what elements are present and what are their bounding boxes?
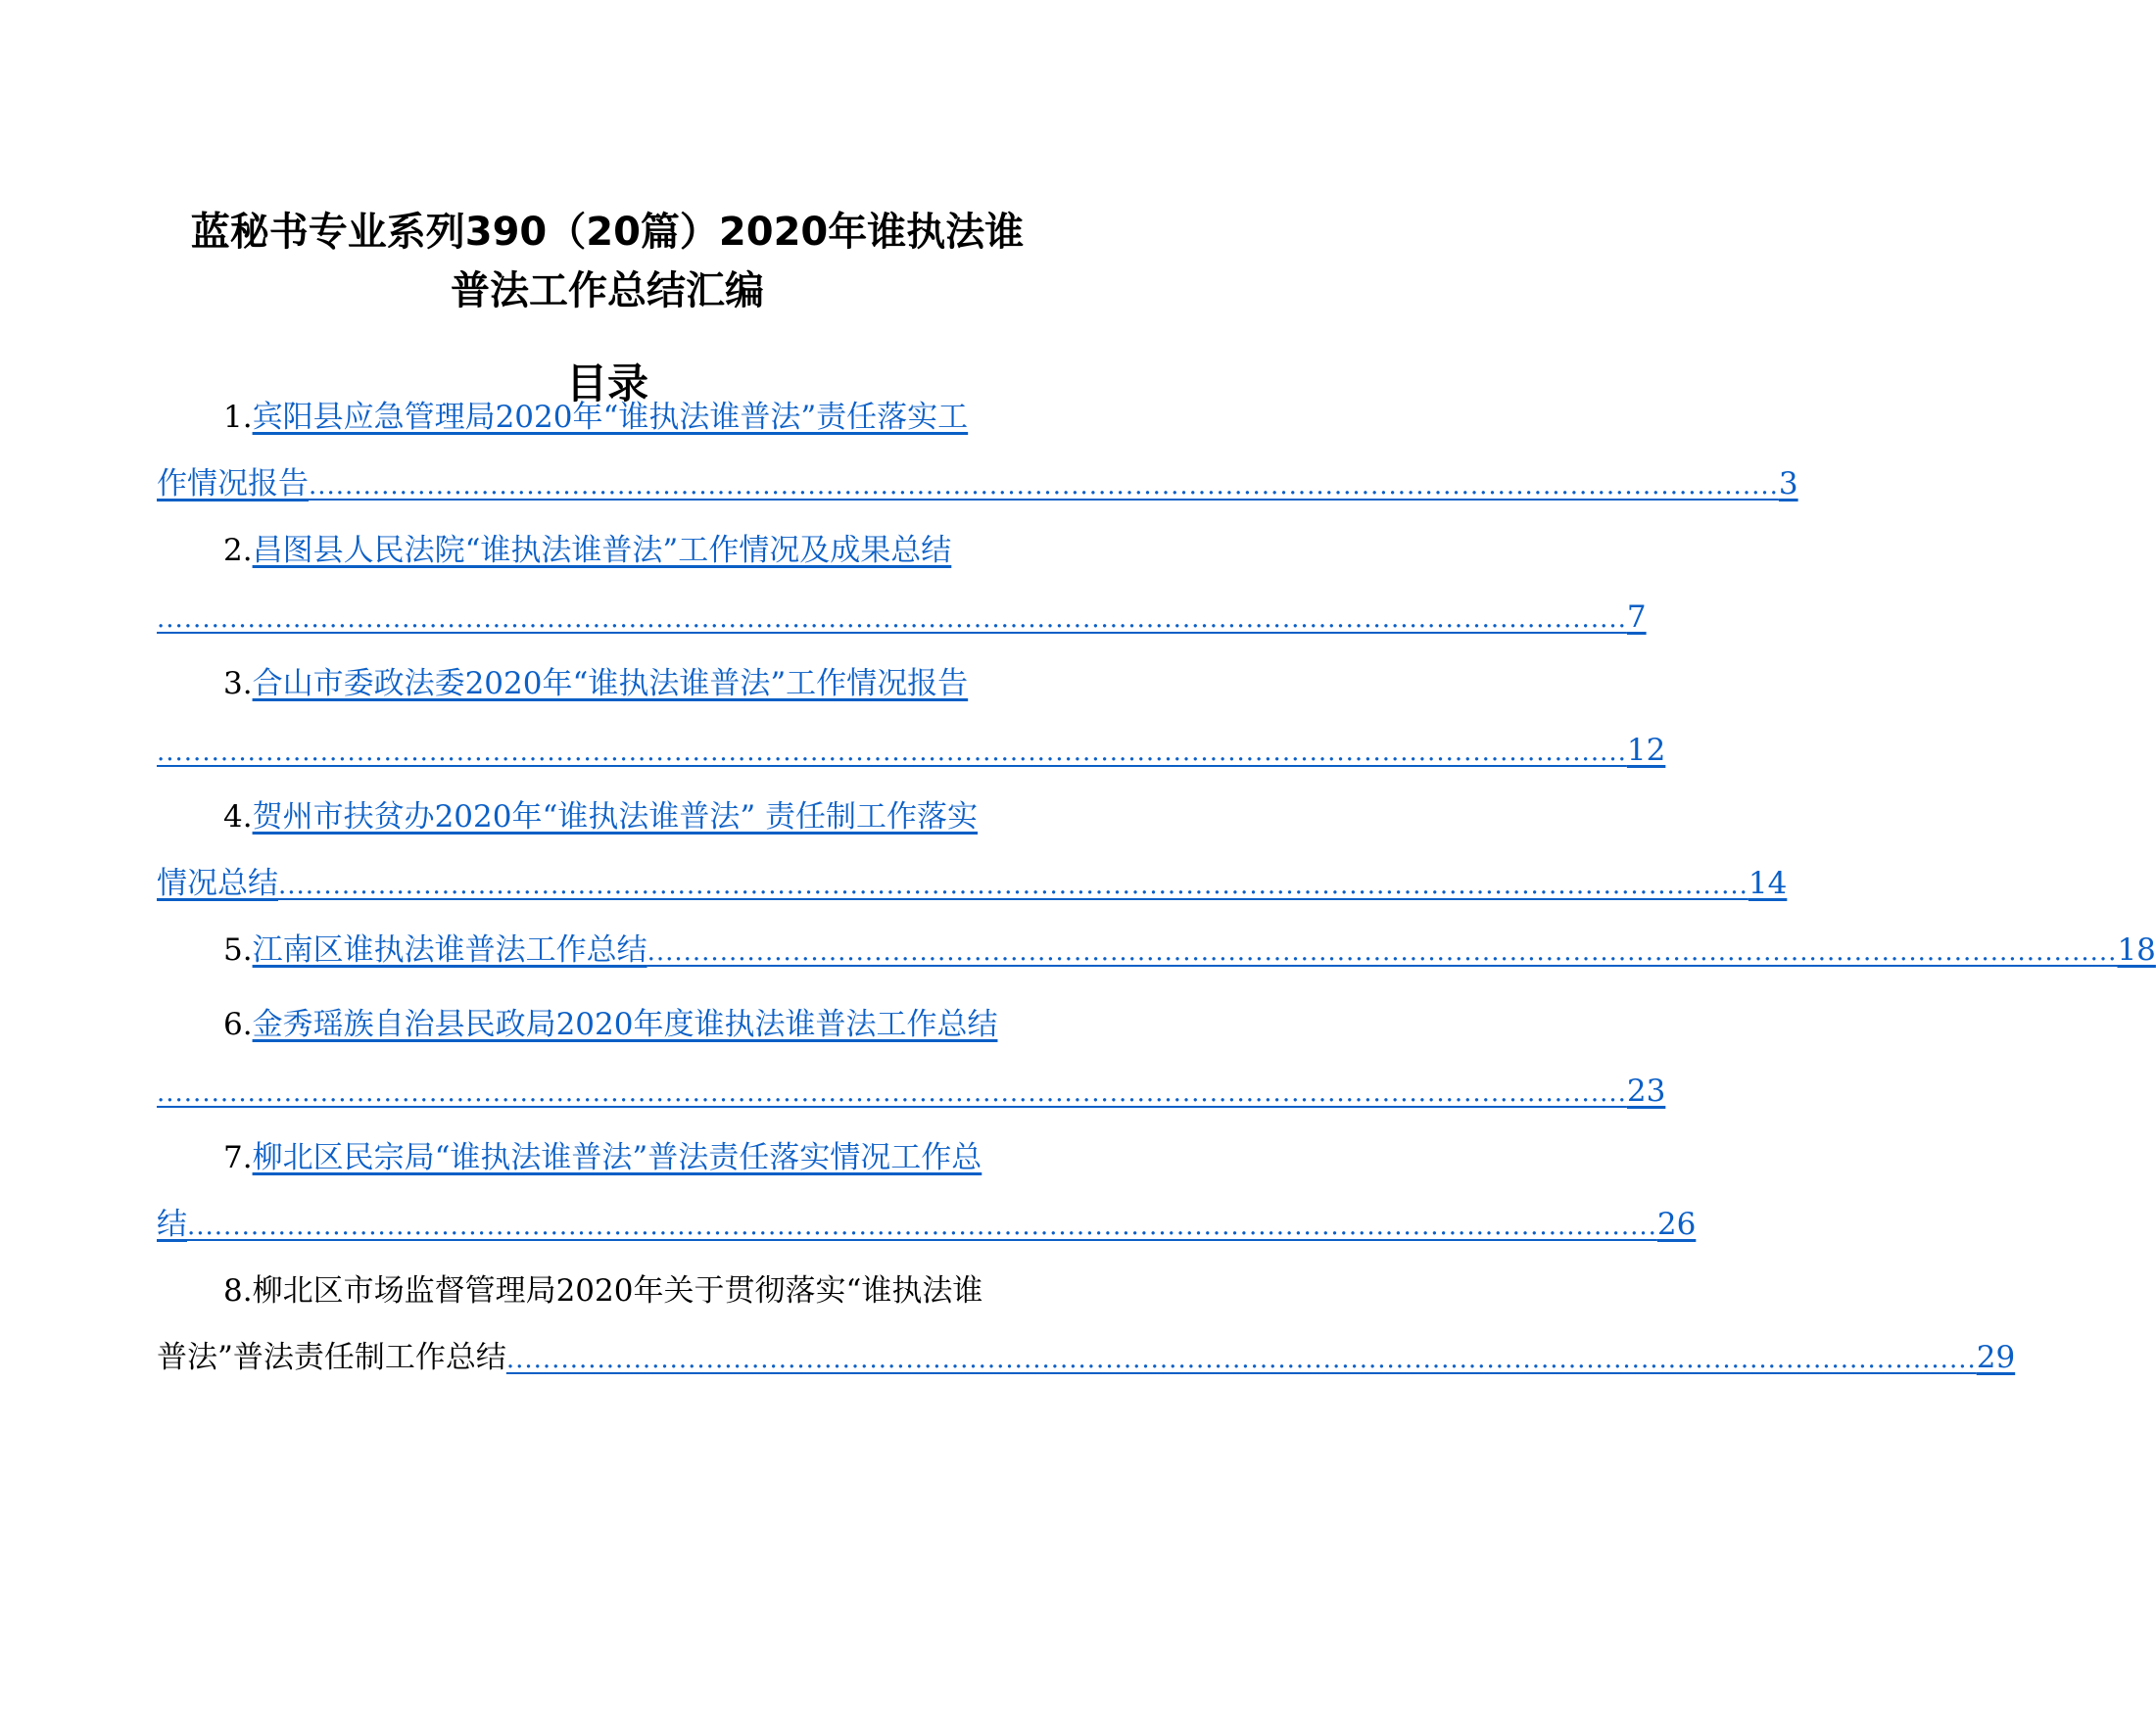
toc-leader-dots: .................................................................................................................................................................. — [278, 871, 1749, 900]
toc-leader-dots: .................................................................................................................................................................. — [157, 1078, 1627, 1108]
toc-entry-5[interactable] — [157, 917, 2156, 985]
toc-entry-number: 8. — [223, 1273, 253, 1309]
toc-entry-link[interactable]: 金秀瑶族自治县民政局2020年度谁执法谁普法工作总结 — [252, 1007, 998, 1042]
toc-entry-link[interactable]: 合山市委政法委2020年“谁执法谁普法”工作情况报告 — [252, 666, 969, 701]
toc-entry-link[interactable]: 宾阳县应急管理局2020年“谁执法谁普法”责任落实工 — [252, 400, 969, 435]
toc-page-number[interactable]: 29 — [1976, 1340, 2016, 1375]
toc-entry-link[interactable]: 昌图县人民法院“谁执法谁普法”工作情况及成果总结 — [252, 533, 952, 568]
toc-leader-dots[interactable]: .................................................................................................................................................................. — [505, 1345, 1977, 1374]
toc-entry-number: 3. — [223, 666, 253, 701]
toc-page-number[interactable]: 3 — [1778, 466, 1798, 501]
toc-heading: 目录 — [565, 359, 648, 407]
toc-entry-number: 5. — [223, 932, 253, 968]
toc-entry-text-cont: 普法”普法责任制工作总结 — [157, 1340, 506, 1375]
toc-entry-number: 6. — [223, 1007, 253, 1042]
toc-entry-link-cont[interactable]: 情况总结 — [157, 866, 278, 901]
toc-page-number[interactable]: 14 — [1748, 866, 1788, 901]
toc-entry-1[interactable] — [157, 384, 1798, 519]
document-title-line2: 普法工作总结汇编 — [451, 268, 764, 313]
toc-entry-link[interactable]: 江南区谁执法谁普法工作总结 — [252, 932, 647, 968]
toc-leader-dots: .................................................................................................................................................................. — [647, 937, 2118, 967]
toc-entry-7[interactable] — [157, 1124, 1697, 1260]
toc-entry-link[interactable]: 贺州市扶贫办2020年“谁执法谁普法” 责任制工作落实 — [252, 799, 979, 835]
toc-leader-dots: .................................................................................................................................................................. — [157, 738, 1627, 767]
toc-page-number[interactable]: 12 — [1626, 733, 1666, 768]
toc-leader-dots: .................................................................................................................................................................. — [157, 604, 1627, 634]
toc-entry-8[interactable] — [157, 1258, 2016, 1393]
toc-page-number[interactable]: 7 — [1626, 599, 1647, 635]
toc-entry-number: 2. — [223, 533, 253, 568]
toc-entry-4[interactable] — [157, 784, 1788, 919]
toc-page-number[interactable]: 23 — [1626, 1074, 1666, 1109]
toc-entry-link-cont[interactable]: 结 — [157, 1207, 187, 1242]
toc-entry-link-cont[interactable]: 作情况报告 — [157, 466, 309, 501]
toc-leader-dots: .................................................................................................................................................................. — [187, 1212, 1657, 1241]
toc-entry-3[interactable] — [157, 650, 1666, 786]
document-title-line1: 蓝秘书专业系列390（20篇）2020年谁执法谁 — [190, 210, 1025, 255]
toc-entry-text: 柳北区市场监督管理局2020年关于贯彻落实“谁执法谁 — [252, 1273, 983, 1309]
toc-entry-number: 1. — [223, 400, 253, 435]
toc-page-number[interactable]: 26 — [1656, 1207, 1697, 1242]
toc-entry-number: 4. — [223, 799, 253, 835]
toc-leader-dots: .................................................................................................................................................................. — [309, 471, 1779, 501]
toc-entry-6[interactable] — [157, 991, 1666, 1126]
toc-entry-link[interactable]: 柳北区民宗局“谁执法谁普法”普法责任落实情况工作总 — [252, 1140, 982, 1175]
toc-page-number[interactable]: 18 — [2117, 932, 2156, 968]
toc-entry-2[interactable] — [157, 517, 1647, 652]
toc-entry-number: 7. — [223, 1140, 253, 1175]
